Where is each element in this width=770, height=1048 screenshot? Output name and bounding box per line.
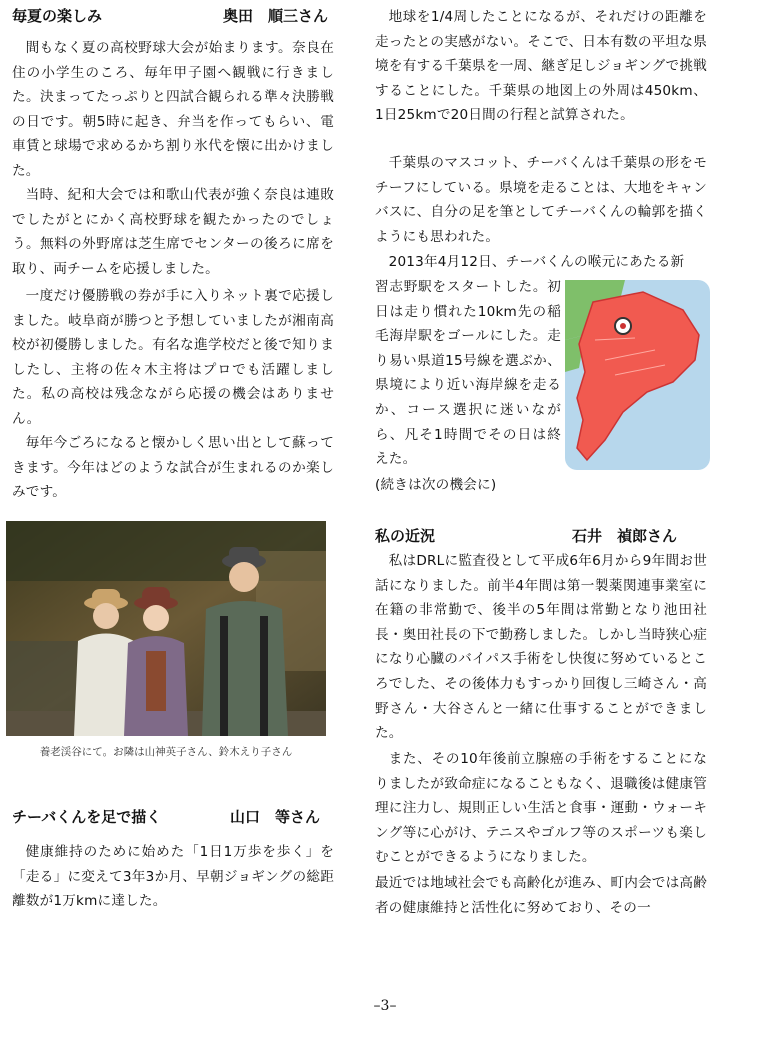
article2-paragraph: 千葉県のマスコット、チーバくんは千葉県の形をモチーフにしている。県境を走ることは、大地をキャンバスに、自分の足を筆としてチーバくんの輪郭を描くようにも思われた。 — [375, 155, 707, 245]
hikers-photo — [6, 521, 326, 736]
article3-author: 石井 禎郎さん — [571, 527, 677, 545]
article2-paragraph: 地球を1/4周したことになるが、それだけの距離を走ったとの実感がない。そこで、日本有数の平坦な県境を有する千葉県を一周、継ぎ足しジョギングで挑戦することにした。千葉県の地図上の外周は450km、1日25kmで20日間の行程と試算された。 — [375, 9, 707, 124]
article2-heading — [12, 807, 320, 827]
article2-paragraph: 2013年4月12日、チーバくんの喉元にあたる新 — [388, 254, 685, 270]
article3-title: 私の近況 — [375, 527, 436, 545]
article2-continued-note: (続きは次の機会に) — [375, 477, 497, 493]
article1-paragraph: 間もなく夏の高校野球大会が始まります。奈良在住の小学生のころ、毎年甲子園へ観戦に行きました。決まってたっぷりと四試合観られる準々決勝戦の日です。朝5時に起き、弁当を作ってもらい、電車賃と球場で求めるかち割り氷代を懐に出かけました。 — [12, 40, 334, 179]
photo-caption: 養老渓谷にて。お隣は山神英子さん、鈴木えり子さん — [39, 746, 293, 758]
article1-paragraph: 当時、紀和大会では和歌山代表が強く奈良は連敗でしたがとにかく高校野球を観たかったのでしょう。無料の外野席は芝生席でセンターの後ろに席を取り、両チームを応援しました。 — [12, 187, 334, 277]
article3-paragraph: 私はDRLに監査役として平成6年6月から9年間お世話になりました。前半4年間は第一製薬関連事業室に在籍の非常勤で、後半の5年間は常勤となり池田社長・奥田社長の下で勤務しました。しかし当時狭心症になり心臓のバイパス手術をし快復に努めているところでした、その後体力もすっかり回復し三崎さん・高野さん・大谷さんと一緒に仕事することができました。 — [375, 553, 707, 742]
page-number: –3– — [373, 998, 397, 1014]
article3-paragraph: また、その10年後前立腺癌の手術をすることになりましたが致命症になることもなく、退職後は健康管理に注力し、規則正しい生活と食事・運動・ウォーキング等に心がけ、テニスやゴルフ等のスポーツも楽しむことができるようになりました。 — [375, 751, 707, 866]
chiba-map — [565, 280, 710, 470]
article1-paragraph: 毎年今ごろになると懐かしく思い出として蘇ってきます。今年はどのような試合が生まれるのか楽しみです。 — [12, 435, 334, 501]
article2-title: チーバくんを足で描く — [12, 808, 162, 826]
article1-paragraph: 一度だけ優勝戦の券が手に入りネット裏で応援しました。岐阜商が勝つと予想していましたが湘南高校が初優勝しました。有名な進学校だと後で知りましたし、主将の佐々木主将はプロでも活躍しました。私の高校は残念ながら応援の機会はありません。 — [12, 288, 334, 427]
article1-title: 毎夏の楽しみ — [12, 7, 103, 25]
article3-paragraph: 最近では地域社会でも高齢化が進み、町内会では高齢者の健康維持と活性化に努めており、その一 — [375, 875, 707, 916]
article3-heading — [375, 526, 677, 546]
article2-author: 山口 等さん — [229, 808, 320, 826]
article1-author: 奥田 順三さん — [222, 7, 328, 25]
article1-heading — [12, 6, 328, 26]
article2-paragraph: 健康維持のために始めた「1日1万歩を歩く」を「走る」に変えて3年3か月、早朝ジョギングの総距離数が1万kmに達した。 — [12, 844, 334, 910]
article2-paragraph: 習志野駅をスタートした。初日は走り慣れた10km先の稲毛海岸駅をゴールにした。走り易い県道15号線を選ぶか、県境により近い海岸線を走るか、コース選択に迷いながら、凡そ1時間でその日は終えた。 — [375, 279, 561, 468]
